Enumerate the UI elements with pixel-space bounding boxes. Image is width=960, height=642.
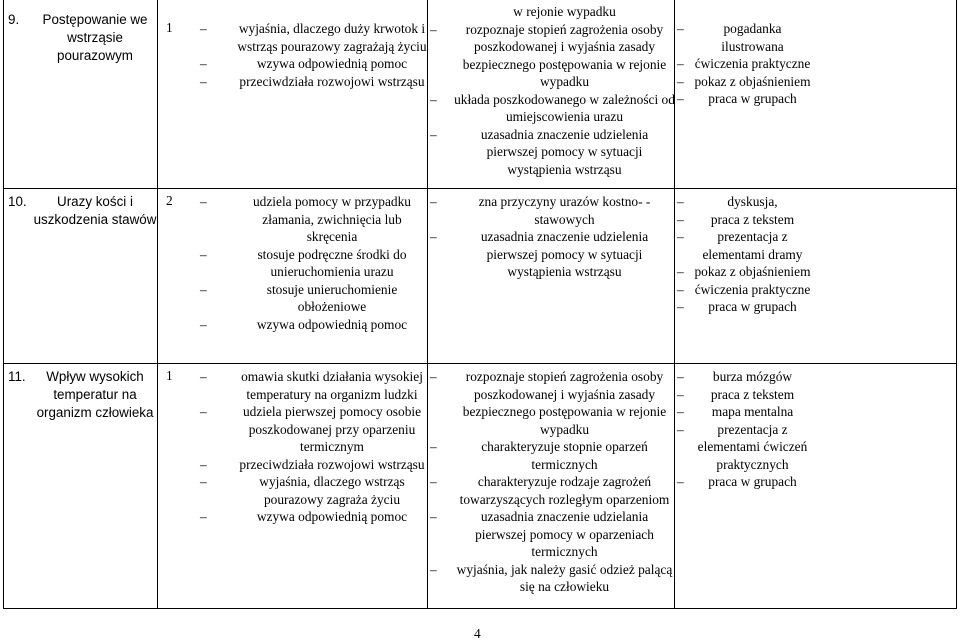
table-border-right [956, 0, 957, 609]
dash-bullet: – [677, 73, 684, 89]
dash-bullet: – [200, 21, 207, 36]
dash-bullet: – [677, 264, 684, 279]
dash-bullet: – [200, 281, 207, 297]
list-item [430, 193, 675, 228]
list-item [430, 438, 675, 473]
col-divider-1 [157, 0, 158, 609]
list-item-text: przeciwdziała rozwojowi wstrząsu [239, 456, 425, 472]
list-item-text: pokaz z objaśnieniem [694, 73, 811, 89]
list-item [677, 473, 812, 491]
methods-list [677, 368, 812, 491]
list-item-text: prezentacja z elementami ćwiczeń praktycznych [697, 421, 808, 472]
hours-value: 2 [166, 193, 173, 208]
list-item [677, 281, 812, 299]
list-item [430, 368, 675, 438]
dash-bullet: – [200, 56, 207, 71]
dash-bullet: – [677, 211, 684, 227]
methods-list [677, 193, 812, 316]
list-item-text: stosuje unieruchomienie obłożeniowe [266, 281, 398, 314]
list-item-text: zna przyczyny urazów kostno- -stawowych [478, 194, 651, 227]
list-item [200, 473, 428, 508]
list-item [430, 91, 675, 126]
list-item [200, 281, 428, 316]
list-item [677, 211, 812, 229]
list-item-text: udziela pomocy w przypadku złamania, zwichnięcia lub skręcenia [252, 194, 412, 244]
list-item [677, 368, 812, 386]
dash-bullet: – [430, 229, 437, 244]
list-item-text: praca z tekstem [710, 211, 795, 227]
dash-bullet: – [677, 91, 684, 106]
dash-bullet: – [430, 561, 437, 577]
dash-bullet: – [430, 126, 437, 142]
dash-bullet: – [677, 474, 684, 489]
dash-bullet: – [430, 91, 437, 107]
list-item [200, 55, 428, 73]
list-item [200, 403, 428, 456]
dash-bullet: – [200, 474, 207, 489]
topic-title: Postępowanie we wstrząsie pourazowym [42, 12, 148, 63]
list-item-text: wyjaśnia, dlaczego wstrząs pourazowy zagraża życiu [259, 474, 405, 507]
dash-bullet: – [200, 369, 207, 384]
list-item [677, 193, 812, 211]
dash-bullet: – [200, 316, 207, 332]
list-item-text: pogadanka ilustrowana [721, 21, 784, 54]
list-item-text: uzasadnia znaczenie udzielenia pierwszej pomocy w sytuacji wystąpienia wstrząsu [480, 229, 649, 279]
methods-list [677, 20, 812, 108]
table-border-bottom [3, 608, 957, 609]
dash-bullet: – [200, 194, 207, 209]
dash-bullet: – [430, 474, 437, 489]
topic-title: Urazy kości i uszkodzenia stawów [33, 194, 157, 227]
dash-bullet: – [677, 369, 684, 384]
list-item-text: dyskusja, [727, 194, 778, 209]
list-item [430, 508, 675, 561]
list-item-text: uzasadnia znaczenie udzielenia pierwszej pomocy w sytuacji wystąpienia wstrząsu [480, 126, 649, 177]
dash-bullet: – [200, 73, 207, 89]
list-item-text: układa poszkodowanego w zależności od umiejscowienia urazu [454, 91, 675, 124]
dash-bullet: – [677, 386, 684, 402]
dash-bullet: – [430, 439, 437, 454]
list-item-text: stosuje podręczne środki do unieruchomienia urazu [257, 246, 407, 279]
requirements-list [200, 193, 428, 333]
dash-bullet: – [430, 21, 437, 37]
list-item-text: praca w grupach [708, 91, 797, 106]
list-item-text: wzywa odpowiednią pomoc [256, 56, 408, 71]
list-item-text: w rejonie wypadku [513, 4, 616, 19]
list-item-text: mapa mentalna [711, 404, 794, 419]
dash-bullet: – [677, 56, 684, 71]
topic-number: 9. [8, 12, 20, 27]
list-item [677, 20, 812, 55]
list-item-text: wyjaśnia, dlaczego duży krwotok i wstrząs pourazowy zagrażają życiu [237, 21, 427, 54]
list-item [200, 368, 428, 403]
page-number: 4 [474, 626, 481, 641]
list-item [430, 126, 675, 179]
list-item-text: rozpoznaje stopień zagrożenia osoby poszkodowanej i wyjaśnia zasady bezpiecznego postępowania w rejonie wypadku [462, 369, 667, 437]
dash-bullet: – [200, 246, 207, 262]
list-item [677, 55, 812, 73]
dash-bullet: – [677, 299, 684, 314]
outcomes-list [430, 368, 675, 596]
dash-bullet: – [677, 194, 684, 209]
list-item-text: burza mózgów [712, 369, 793, 384]
list-item [677, 90, 812, 108]
topic-number: 11. [8, 369, 26, 384]
row-divider-1 [3, 188, 957, 189]
dash-bullet: – [677, 421, 684, 437]
topic-title: Wpływ wysokich temperatur na organizm człowieka [36, 369, 154, 420]
dash-bullet: – [200, 456, 207, 472]
list-item [200, 20, 428, 55]
list-item [200, 456, 428, 474]
dash-bullet: – [677, 229, 684, 244]
list-item-text: omawia skutki działania wysokiej temperatury na organizm ludzki [241, 369, 423, 402]
hours-value: 1 [166, 20, 173, 35]
dash-bullet: – [677, 281, 684, 297]
list-item-text: rozpoznaje stopień zagrożenia osoby poszkodowanej i wyjaśnia zasady bezpiecznego postępowania w rejonie wypadku [462, 21, 667, 89]
list-item [200, 193, 428, 246]
list-item-text: pokaz z objaśnieniem [694, 264, 811, 279]
list-item [430, 21, 675, 91]
topic-number: 10. [8, 194, 27, 209]
list-item [677, 403, 812, 421]
dash-bullet: – [430, 509, 437, 524]
list-item-text: praca z tekstem [710, 386, 795, 402]
list-item [430, 561, 675, 596]
list-item-text: charakteryzuje rodzaje zagrożeń towarzyszących rozległym oparzeniom [459, 474, 670, 507]
requirements-list [200, 368, 428, 526]
list-item [677, 298, 812, 316]
list-item [677, 73, 812, 91]
list-item-text: charakteryzuje stopnie oparzeń termicznych [481, 439, 648, 472]
list-item-text: ćwiczenia praktyczne [694, 281, 811, 297]
dash-bullet: – [430, 369, 437, 384]
dash-bullet: – [200, 404, 207, 419]
list-item [200, 246, 428, 281]
outcomes-list [430, 193, 675, 281]
list-item [430, 3, 675, 21]
dash-bullet: – [677, 404, 684, 419]
list-item-text: praca w grupach [708, 299, 797, 314]
list-item [677, 421, 812, 474]
list-item-text: przeciwdziała rozwojowi wstrząsu [239, 73, 425, 89]
requirements-list [200, 20, 428, 90]
list-item-text: udziela pierwszej pomocy osobie poszkodowanej przy oparzeniu termicznym [242, 404, 422, 454]
list-item-text: wzywa odpowiednią pomoc [256, 509, 408, 524]
list-item [200, 316, 428, 334]
list-item-text: wyjaśnia, jak należy gasić odzież palącą się na człowieku [456, 561, 673, 594]
list-item [200, 73, 428, 91]
list-item [430, 473, 675, 508]
list-item [677, 386, 812, 404]
table-border-left [3, 0, 4, 609]
list-item-text: ćwiczenia praktyczne [694, 56, 811, 71]
list-item-text: wzywa odpowiednią pomoc [256, 316, 408, 332]
list-item-text: prezentacja z elementami dramy [702, 229, 803, 262]
hours-value: 1 [166, 368, 173, 383]
dash-bullet: – [200, 509, 207, 524]
list-item [430, 228, 675, 281]
dash-bullet: – [430, 194, 437, 209]
dash-bullet: – [677, 21, 684, 36]
list-item [677, 263, 812, 281]
list-item [200, 508, 428, 526]
row-divider-2 [3, 363, 957, 364]
list-item-text: uzasadnia znaczenie udzielania pierwszej pomocy w oparzeniach termicznych [475, 509, 654, 559]
list-item [677, 228, 812, 263]
list-item-text: praca w grupach [708, 474, 797, 489]
outcomes-list [430, 3, 675, 178]
